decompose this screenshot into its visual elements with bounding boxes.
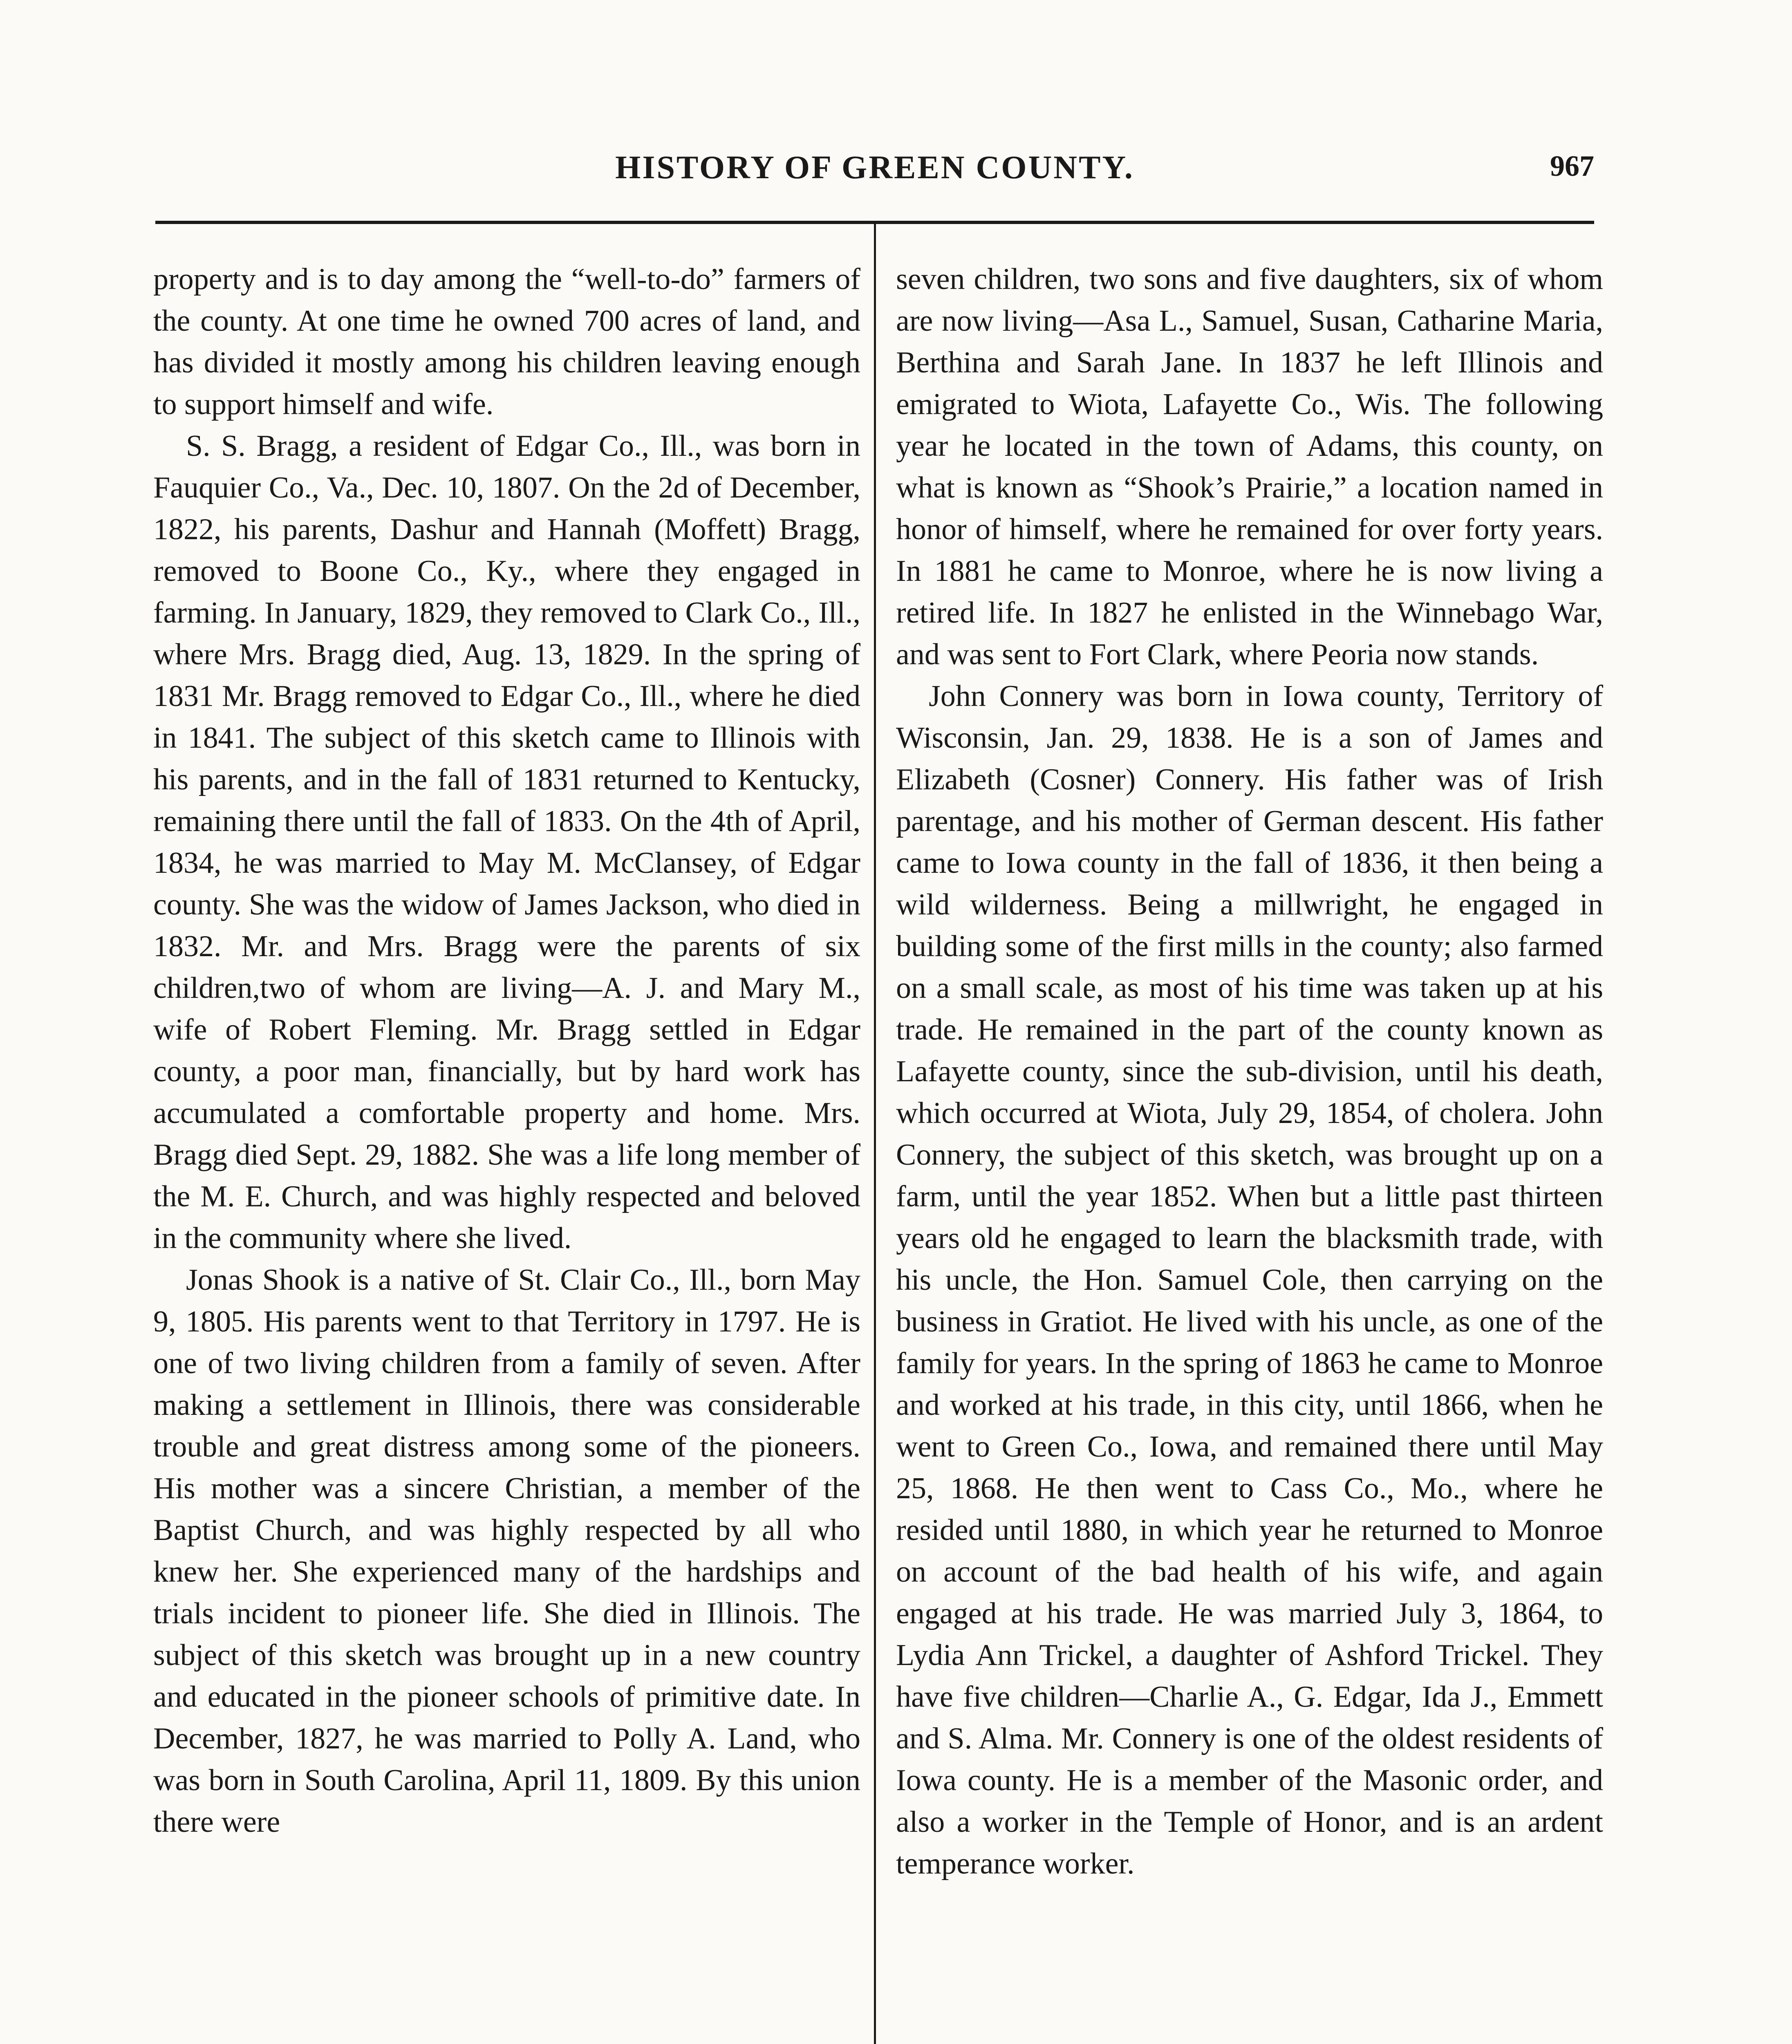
paragraph-shook-continuation: seven children, two sons and five daughters, six of whom are now living—Asa L., Samuel, Susan, Catharine Maria, Berthina and Sarah Jane. In 1837 he left Illinois and emigrated to Wiota, Lafayette Co., Wis. The following year he located in the town of Adams, this county, on what is known as “Shook’s Prairie,” a location named in honor of himself, where he remained for over forty years. In 1881 he came to Monroe, where he is now living a retired life. In 1827 he enlisted in the Winnebago War, and was sent to Fort Clark, where Peoria now stands. — [896, 262, 1603, 671]
paragraph-s-s-bragg: S. S. Bragg, a resident of Edgar Co., Ill., was born in Fauquier Co., Va., Dec. 10, 1807. On the 2d of December, 1822, his parents, Dashur and Hannah (Moffett) Bragg, removed to Boone Co., Ky., where they engaged in farming. In January, 1829, they removed to Clark Co., Ill., where Mrs. Bragg died, Aug. 13, 1829. In the spring of 1831 Mr. Bragg removed to Edgar Co., Ill., where he died in 1841. The subject of this sketch came to Illinois with his parents, and in the fall of 1831 returned to Kentucky, remaining there until the fall of 1833. On the 4th of April, 1834, he was married to May M. McClansey, of Edgar county. She was the widow of James Jackson, who died in 1832. Mr. and Mrs. Bragg were the parents of six children,two of whom are living—A. J. and Mary M., wife of Robert Fleming. Mr. Bragg settled in Edgar county, a poor man, financially, but by hard work has accumulated a comfortable property and home. Mrs. Bragg died Sept. 29, 1882. She was a life long member of the M. E. Church, and was highly respected and beloved in the community where she lived. — [153, 429, 860, 1255]
right-column — [896, 258, 1603, 1885]
page-number: 967 — [1550, 150, 1594, 182]
paragraph-john-connery: John Connery was born in Iowa county, Territory of Wisconsin, Jan. 29, 1838. He is a son of James and Elizabeth (Cosner) Connery. His father was of Irish parentage, and his mother of German descent. His father came to Iowa county in the fall of 1836, it then being a wild wilderness. Being a millwright, he engaged in building some of the first mills in the county; also farmed on a small scale, as most of his time was taken up at his trade. He remained in the part of the county known as Lafayette county, since the sub-division, until his death, which occurred at Wiota, July 29, 1854, of cholera. John Connery, the subject of this sketch, was brought up on a farm, until the year 1852. When but a little past thirteen years old he engaged to learn the blacksmith trade, with his uncle, the Hon. Samuel Cole, then carrying on the business in Gratiot. He lived with his uncle, as one of the family for years. In the spring of 1863 he came to Monroe and worked at his trade, in this city, until 1866, when he went to Green Co., Iowa, and remained there until May 25, 1868. He then went to Cass Co., Mo., where he resided until 1880, in which year he returned to Monroe on account of the bad health of his wife, and again engaged at his trade. He was married July 3, 1864, to Lydia Ann Trickel, a daughter of Ashford Trickel. They have five children—Charlie A., G. Edgar, Ida J., Emmett and S. Alma. Mr. Connery is one of the oldest residents of Iowa county. He is a member of the Masonic order, and also a worker in the Temple of Honor, and is an ardent temperance worker. — [896, 679, 1603, 1880]
header-rule — [155, 221, 1594, 224]
running-title: HISTORY OF GREEN COUNTY. — [615, 150, 1134, 186]
paragraph-jonas-shook: Jonas Shook is a native of St. Clair Co., Ill., born May 9, 1805. His parents went to that Territory in 1797. He is one of two living children from a family of seven. After making a settlement in Illinois, there was considerable trouble and great distress among some of the pioneers. His mother was a sincere Christian, a member of the Baptist Church, and was highly respected by all who knew her. She experienced many of the hardships and trials incident to pioneer life. She died in Illinois. The subject of this sketch was brought up in a new country and educated in the pioneer schools of primitive date. In December, 1827, he was married to Polly A. Land, who was born in South Carolina, April 11, 1809. By this union there were — [153, 1263, 860, 1839]
page-header — [155, 149, 1594, 194]
paragraph-bragg-continuation: property and is to day among the “well-to-do” farmers of the county. At one time he owned 700 acres of land, and has divided it mostly among his children leaving enough to support himself and wife. — [153, 262, 860, 421]
column-divider — [874, 224, 876, 2044]
left-column — [153, 258, 860, 1843]
